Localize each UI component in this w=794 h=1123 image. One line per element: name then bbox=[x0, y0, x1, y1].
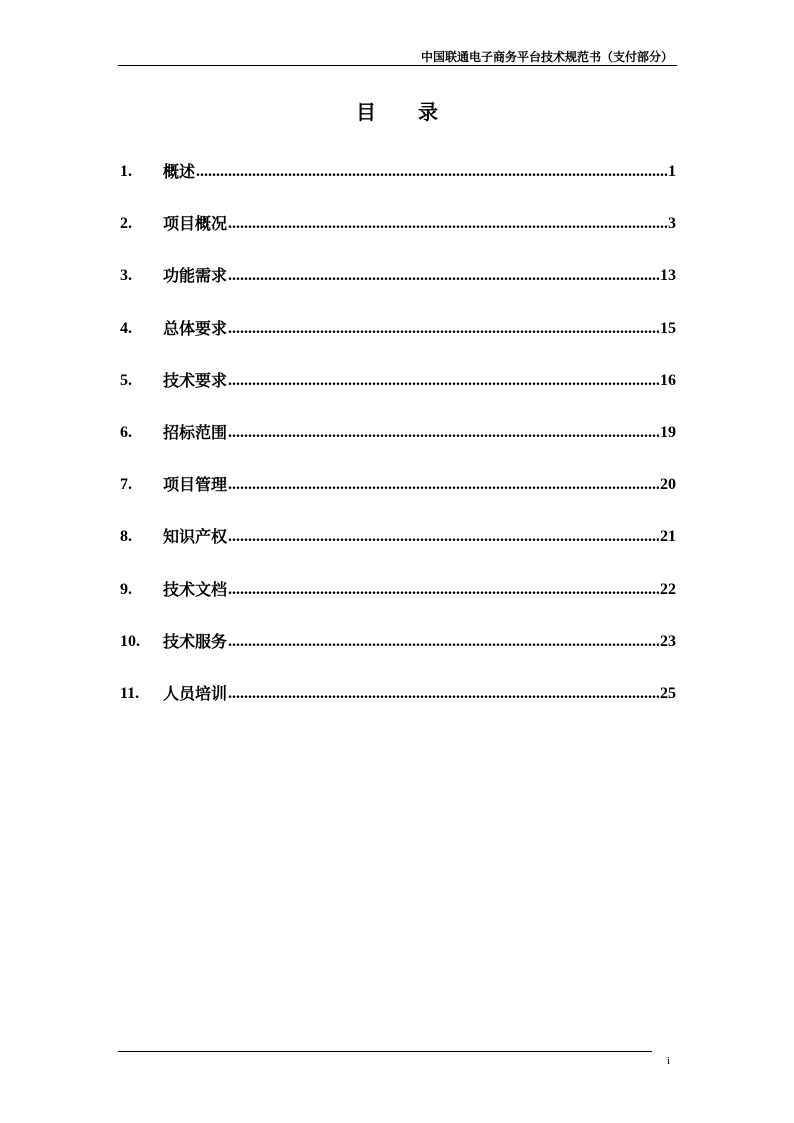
toc-entry-number: 7. bbox=[120, 476, 132, 494]
toc-entry-number: 5. bbox=[120, 371, 132, 389]
toc-dot-leader bbox=[228, 369, 659, 393]
toc-dot-leader bbox=[196, 160, 667, 184]
toc-entry-number: 8. bbox=[120, 528, 132, 546]
toc-entry-title: 技术文档 bbox=[163, 579, 228, 599]
toc-entry-title: 技术服务 bbox=[163, 631, 228, 651]
toc-entry[interactable] bbox=[120, 421, 676, 473]
toc-entry[interactable] bbox=[120, 264, 676, 316]
toc-entry-page: 13 bbox=[660, 267, 676, 285]
toc-entry-number: 9. bbox=[120, 580, 132, 598]
toc-entry-number: 3. bbox=[120, 267, 132, 285]
toc-dot-leader bbox=[228, 682, 659, 706]
toc-entry-number: 11. bbox=[120, 684, 140, 702]
toc-entry-page: 20 bbox=[660, 476, 676, 494]
toc-entry-page: 25 bbox=[660, 684, 676, 702]
toc-entry-title: 招标范围 bbox=[163, 422, 228, 442]
toc-dot-leader bbox=[228, 421, 659, 445]
toc-dot-leader bbox=[228, 212, 667, 236]
toc-dot-leader bbox=[228, 578, 659, 602]
toc-entry-title: 项目管理 bbox=[163, 475, 228, 495]
toc-entry-title: 知识产权 bbox=[163, 527, 228, 547]
footer-divider bbox=[118, 1051, 652, 1052]
header-title: 中国联通电子商务平台技术规范书（支付部分） bbox=[420, 50, 673, 64]
toc-dot-leader bbox=[228, 264, 659, 288]
toc-entry-title: 项目概况 bbox=[163, 214, 228, 234]
toc-entry[interactable] bbox=[120, 630, 676, 682]
toc-entry[interactable] bbox=[120, 160, 676, 212]
toc-entry-page: 22 bbox=[660, 580, 676, 598]
page-number: i bbox=[667, 1055, 671, 1067]
toc-dot-leader bbox=[228, 630, 659, 654]
toc-entry[interactable] bbox=[120, 525, 676, 577]
toc-entry-title: 总体要求 bbox=[163, 318, 228, 338]
toc-entry[interactable] bbox=[120, 317, 676, 369]
toc-entry-page: 23 bbox=[660, 632, 676, 650]
toc-entry[interactable] bbox=[120, 473, 676, 525]
toc-entry-title: 人员培训 bbox=[163, 683, 228, 703]
toc-entry-number: 4. bbox=[120, 319, 132, 337]
toc-entry-number: 2. bbox=[120, 215, 132, 233]
toc-entry-page: 1 bbox=[668, 163, 676, 180]
toc-entry[interactable] bbox=[120, 578, 676, 630]
toc-entry-page: 16 bbox=[660, 371, 676, 389]
toc-entry[interactable] bbox=[120, 682, 676, 734]
toc-entry[interactable] bbox=[120, 212, 676, 264]
toc-entry-number: 10. bbox=[120, 632, 140, 650]
toc-heading: 目录 bbox=[356, 100, 480, 124]
page-header bbox=[118, 46, 677, 66]
toc-entry-page: 15 bbox=[660, 319, 676, 337]
toc-entry-number: 6. bbox=[120, 423, 132, 441]
toc-entry-page: 3 bbox=[668, 215, 676, 233]
toc-entry-title: 技术要求 bbox=[163, 370, 228, 390]
toc-entry[interactable] bbox=[120, 369, 676, 421]
toc-entry-title: 功能需求 bbox=[163, 266, 228, 286]
toc-dot-leader bbox=[228, 525, 659, 549]
toc-entry-number: 1. bbox=[120, 163, 132, 180]
toc-entry-page: 21 bbox=[660, 528, 676, 546]
toc-dot-leader bbox=[228, 473, 659, 497]
table-of-contents bbox=[120, 160, 676, 734]
toc-dot-leader bbox=[228, 317, 659, 341]
toc-entry-title: 概述 bbox=[163, 162, 196, 181]
toc-entry-page: 19 bbox=[660, 423, 676, 441]
